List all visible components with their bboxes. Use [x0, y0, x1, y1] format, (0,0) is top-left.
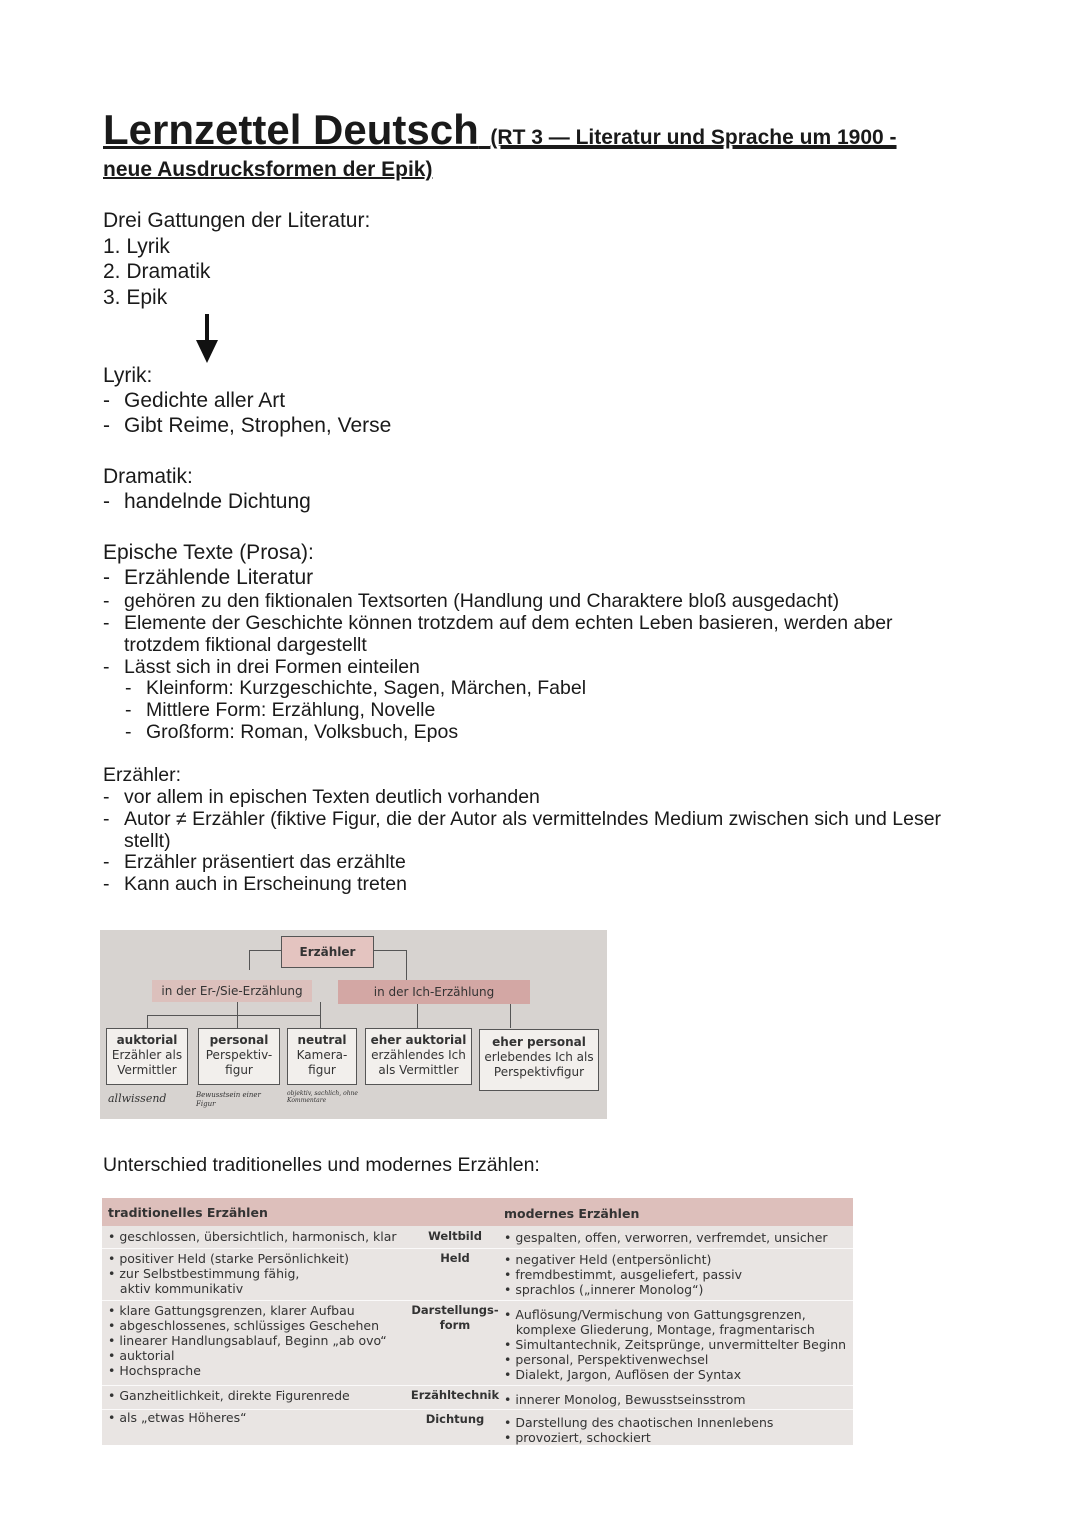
list-item: 2. Dramatik — [103, 260, 211, 283]
diagram-right-category: in der Ich-Erzählung — [338, 980, 530, 1004]
title-sub: (RT 3 — Literatur und Sprache um 1900 - — [490, 126, 897, 149]
epik-heading: Epische Texte (Prosa): — [103, 541, 314, 564]
table-cell: • Dialekt, Jargon, Auflösen der Syntax — [504, 1367, 742, 1382]
row-label: Weltbild — [428, 1229, 482, 1243]
erzaehler-diagram — [100, 930, 607, 1119]
table-cell: • Hochsprache — [108, 1363, 201, 1378]
row-label: Dichtung — [425, 1412, 485, 1426]
diagram-box-eher-personal: eher personal erlebendes Ich als Perspektivfigur — [479, 1029, 599, 1091]
table-cell: • sprachlos („innerer Monolog“) — [504, 1282, 704, 1297]
list-item: - gehören zu den fiktionalen Textsorten (Handlung und Charaktere bloß ausgedacht) — [103, 590, 840, 612]
table-cell: • als „etwas Höheres“ — [108, 1410, 247, 1425]
title-line2: neue Ausdrucksformen der Epik) — [103, 158, 433, 181]
list-item: - Autor ≠ Erzähler (fiktive Figur, die der Autor als vermittelndes Medium zwischen sich und Leser — [103, 808, 942, 830]
table-cell: • Auflösung/Vermischung von Gattungsgrenzen, — [504, 1307, 806, 1322]
row-label: Darstellungs- form — [411, 1303, 499, 1332]
gattungen-heading: Drei Gattungen der Literatur: — [103, 209, 371, 232]
column-header-modern: modernes Erzählen — [504, 1206, 640, 1221]
table-cell: • abgeschlossenes, schlüssiges Geschehen — [108, 1318, 380, 1333]
page-title — [103, 106, 897, 154]
handwritten-note: objektiv, sachlich, ohne Kommentare — [287, 1090, 358, 1104]
row-label: Erzähltechnik — [410, 1388, 500, 1402]
diagram-box-eher-auktorial: eher auktorial erzählendes Ich als Vermittler — [365, 1028, 472, 1085]
unterschied-heading: Unterschied traditionelles und modernes Erzählen: — [103, 1154, 540, 1176]
diagram-box-auktorial: auktorial Erzähler als Vermittler — [106, 1028, 188, 1085]
list-item: - Lässt sich in drei Formen einteilen — [103, 656, 420, 678]
sub-list-item: - Großform: Roman, Volksbuch, Epos — [125, 721, 459, 743]
lyrik-heading: Lyrik: — [103, 364, 153, 387]
table-cell: • Ganzheitlichkeit, direkte Figurenrede — [108, 1388, 350, 1403]
list-item: - Erzählende Literatur — [103, 566, 314, 589]
table-cell: • fremdbestimmt, ausgeliefert, passiv — [504, 1267, 743, 1282]
row-label: Held — [440, 1251, 470, 1265]
table-cell: • provoziert, schockiert — [504, 1430, 651, 1445]
list-item: 1. Lyrik — [103, 235, 170, 258]
list-item: - vor allem in epischen Texten deutlich vorhanden — [103, 786, 540, 808]
column-header-traditionell: traditionelles Erzählen — [108, 1205, 268, 1220]
table-cell: • personal, Perspektivenwechsel — [504, 1352, 709, 1367]
list-item: 3. Epik — [103, 286, 168, 309]
table-cell: aktiv kommunikativ — [108, 1281, 244, 1296]
list-item: - handelnde Dichtung — [103, 490, 311, 513]
list-item: - Erzähler präsentiert das erzählte — [103, 851, 406, 873]
comparison-table — [102, 1198, 853, 1445]
table-cell: • klare Gattungsgrenzen, klarer Aufbau — [108, 1303, 355, 1318]
list-item: - Elemente der Geschichte können trotzdem auf dem echten Leben basieren, werden aber — [103, 612, 893, 634]
table-cell: • innerer Monolog, Bewusstseinsstrom — [504, 1392, 746, 1407]
table-cell: komplexe Gliederung, Montage, fragmentarisch — [504, 1322, 815, 1337]
table-cell: • negativer Held (entpersönlicht) — [504, 1252, 712, 1267]
diagram-root: Erzähler — [281, 936, 374, 968]
sub-list-item: - Kleinform: Kurzgeschichte, Sagen, Märchen, Fabel — [125, 677, 587, 699]
list-item: - Kann auch in Erscheinung treten — [103, 873, 407, 895]
table-cell: • linearer Handlungsablauf, Beginn „ab ovo“ — [108, 1333, 387, 1348]
table-cell: • zur Selbstbestimmung fähig, — [108, 1266, 300, 1281]
table-cell: • Simultantechnik, Zeitsprünge, unvermittelter Beginn — [504, 1337, 847, 1352]
list-item: - Gibt Reime, Strophen, Verse — [103, 414, 392, 437]
title-main: Lernzettel Deutsch — [103, 106, 479, 153]
diagram-box-personal: personal Perspektiv- figur — [198, 1028, 280, 1085]
diagram-box-neutral: neutral Kamera- figur — [287, 1028, 357, 1085]
arrow-down-icon — [194, 314, 220, 364]
table-cell: • geschlossen, übersichtlich, harmonisch, klar — [108, 1229, 397, 1244]
table-cell: • gespalten, offen, verworren, verfremdet, unsicher — [504, 1230, 828, 1245]
table-cell: • auktorial — [108, 1348, 175, 1363]
table-cell: • positiver Held (starke Persönlichkeit) — [108, 1251, 349, 1266]
list-item: - Gedichte aller Art — [103, 389, 286, 412]
dramatik-heading: Dramatik: — [103, 465, 193, 488]
list-item-continuation: stellt) — [124, 830, 171, 852]
erzaehler-heading: Erzähler: — [103, 764, 182, 786]
handwritten-note: Bewusstsein einer Figur — [196, 1091, 261, 1108]
table-cell: • Darstellung des chaotischen Innenlebens — [504, 1415, 774, 1430]
sub-list-item: - Mittlere Form: Erzählung, Novelle — [125, 699, 436, 721]
list-item-continuation: trotzdem fiktional dargestellt — [124, 634, 367, 656]
handwritten-note: allwissend — [108, 1092, 167, 1105]
diagram-left-category: in der Er-/Sie-Erzählung — [152, 980, 312, 1002]
